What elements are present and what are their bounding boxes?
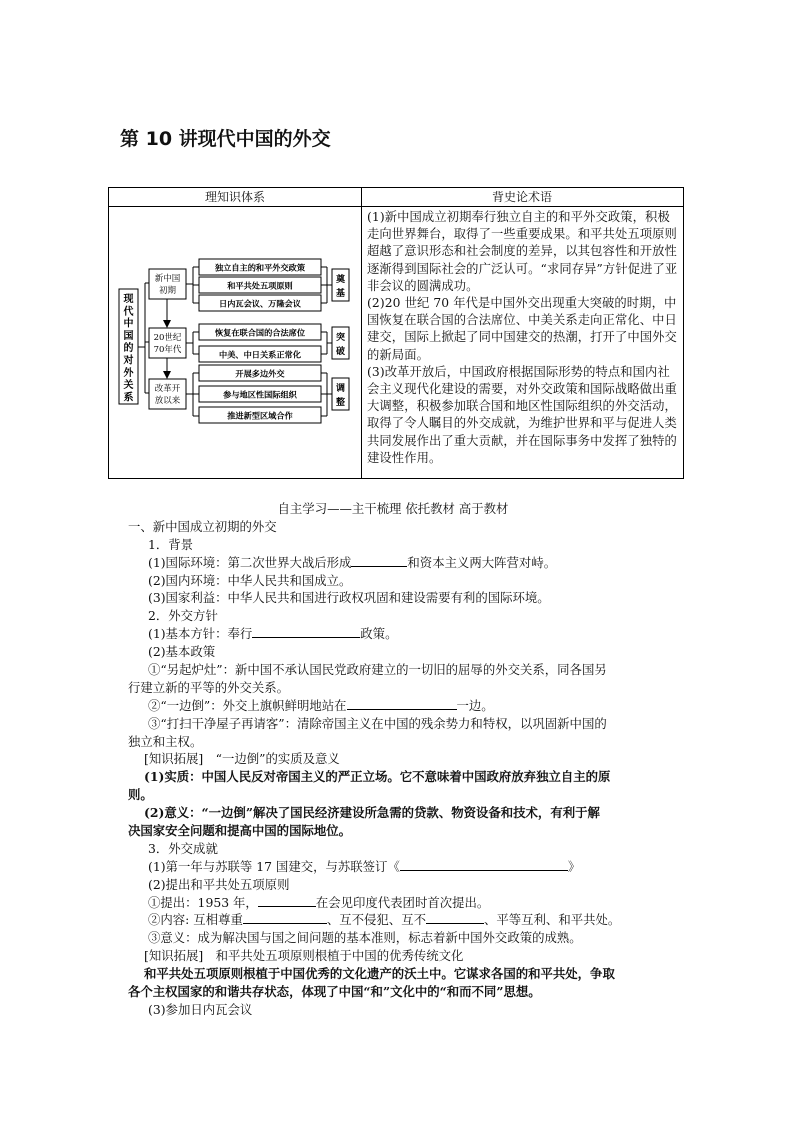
arrow-head-1-2 — [163, 320, 171, 328]
principles-proposed: ①提出：1953 年， 在会见印度代表团时首次提出。 — [148, 894, 490, 910]
right-header: 背史论术语 — [491, 190, 552, 204]
root-char: 外 — [123, 367, 134, 379]
achievement-principles: (2)提出和平共处五项原则 — [148, 876, 290, 892]
item-label: 开展多边外交 — [235, 368, 285, 379]
period-label-line-1: 改革开 — [154, 384, 181, 394]
tag-char: 基 — [335, 289, 346, 299]
item-labels — [214, 263, 306, 421]
extension-2-title: [知识拓展] 和平共处五项原则根植于中国的优秀传统文化 — [144, 948, 464, 964]
item-label: 日内瓦会议、万隆会议 — [219, 298, 301, 309]
bracket-1 — [186, 267, 199, 303]
policy-item-2: ②“一边倒”：外交上旗帜鲜明地站在 一边。 — [148, 697, 494, 713]
arrow-head-2-3 — [163, 371, 171, 379]
left-header: 理知识体系 — [204, 190, 265, 204]
tag-char: 调 — [335, 384, 346, 394]
tag-char: 突 — [335, 333, 346, 343]
extension-2-text-cont: 各个主权国家的和谐共存状态，体现了中国“和”文化中的“和而不同”思想。 — [128, 984, 541, 1000]
item-label: 推进新型区域合作 — [227, 410, 293, 421]
extension-1-b-cont: 决国家安全问题和提高中国的国际地位。 — [128, 823, 352, 839]
tag-brackets — [321, 267, 332, 416]
heading-s1: 一、新中国成立初期的外交 — [128, 518, 277, 534]
section-heading: 自主学习——主干梳理 依托教材 高于教材 — [277, 501, 509, 516]
fill-blank[interactable] — [351, 554, 407, 567]
page-title: 第 10 讲现代中国的外交 — [120, 128, 331, 150]
heading-background: 1．背景 — [148, 536, 194, 552]
root-char: 中 — [123, 318, 134, 330]
tag-bracket-3 — [321, 373, 332, 416]
period-label-line-2: 初期 — [158, 286, 177, 296]
knowledge-table — [108, 187, 684, 479]
period-label-line-2: 70年代 — [153, 345, 182, 355]
background-domestic: (2)国内环境：中华人民共和国成立。 — [148, 572, 352, 588]
extension-1-b: (2)意义：“一边倒”解决了国民经济建设所急需的贷款、物资设备和技术，有利于解 — [144, 805, 600, 821]
heading-policy: 2．外交方针 — [148, 608, 218, 624]
policy-item-3: ③“打扫干净屋子再请客”：清除帝国主义在中国的残余势力和特权，以巩固新中国的 — [148, 715, 607, 731]
fill-blank[interactable] — [426, 911, 484, 924]
root-char: 关 — [123, 380, 134, 392]
period-labels — [154, 273, 182, 406]
period-label-line-2: 放以来 — [154, 396, 181, 406]
root-char: 系 — [123, 392, 134, 404]
term-paragraph-3: (3)改革开放后，中国政府根据国际形势的特点和国内社会主义现代化建设的需要，对外交政策和国际战略做出重大调整，积极参加联合国和地区性国际组织的外交活动，取得了令人瞩目的外交成就，为维护世界和平与促进人类共同发展作出了重大贡献，并在国际事务中发挥了独特的建设性作用。 — [367, 364, 677, 465]
item-label: 恢复在联合国的合法席位 — [214, 327, 306, 338]
item-label: 和平共处五项原则 — [227, 280, 293, 291]
extension-1-a-cont: 则。 — [128, 787, 153, 803]
tag-char: 破 — [335, 347, 346, 357]
period-label-line-1: 新中国 — [154, 274, 181, 284]
principles-content: ②内容: 互相尊重 、互不侵犯、互不 、平等互利、和平共处。 — [148, 912, 621, 928]
bracket-3 — [186, 373, 199, 416]
background-national: (3)国家利益：中华人民共和国进行政权巩固和建设需要有利的国际环境。 — [148, 590, 550, 606]
item-brackets — [186, 267, 199, 416]
tag-char: 整 — [335, 398, 346, 408]
policy-list-heading: (2)基本政策 — [148, 644, 216, 660]
root-text — [123, 293, 135, 403]
root-char: 国 — [123, 330, 134, 342]
item-label: 独立自主的和平外交政策 — [214, 262, 306, 273]
root-char: 代 — [123, 306, 134, 318]
period-label-line-1: 20世纪 — [153, 333, 182, 343]
fill-blank[interactable] — [347, 697, 457, 710]
tag-labels — [335, 273, 345, 408]
fill-blank[interactable] — [258, 894, 316, 907]
achievement-treaty: (1)第一年与苏联等 17 国建交，与苏联签订《 》 — [148, 858, 581, 874]
extension-2-text: 和平共处五项原则根植于中国优秀的文化遗产的沃土中。它谋求各国的和平共处，争取 — [144, 966, 615, 982]
item-label: 中美、中日关系正常化 — [219, 349, 301, 360]
extension-1-title: [知识拓展] “一边倒”的实质及意义 — [144, 751, 340, 767]
principles-significance: ③意义：成为解决国与国之间问题的基本准则，标志着新中国外交政策的成熟。 — [148, 930, 582, 946]
policy-item-3-cont: 独立和主权。 — [128, 733, 203, 749]
extension-1-a: (1)实质：中国人民反对帝国主义的严正立场。它不意味着中国政府放弃独立自主的原 — [144, 769, 611, 785]
bracket-2 — [186, 332, 199, 354]
study-section — [128, 500, 698, 1019]
fill-blank[interactable] — [400, 858, 568, 871]
terms-panel — [367, 209, 679, 467]
tag-bracket-2 — [321, 332, 332, 354]
heading-achievements: 3．外交成就 — [148, 840, 218, 856]
tag-bracket-1 — [321, 267, 332, 303]
policy-basic: (1)基本方针：奉行 政策。 — [148, 626, 398, 642]
policy-item-1-cont: 行建立新的平等的外交关系。 — [128, 679, 290, 695]
item-label: 参与地区性国际组织 — [223, 389, 297, 400]
term-paragraph-1: (1)新中国成立初期奉行独立自主的和平外交政策，积极走向世界舞台，取得了一些重要成果。和平共处五项原则超越了意识形态和社会制度的差异，以其包容性和开放性逐渐得到国际社会的广泛认可。“求同存异”方针促进了亚非会议的圆满成功。 — [367, 210, 678, 293]
term-paragraph-2: (2)20 世纪 70 年代是中国外交出现重大突破的时期，中国恢复在联合国的合法席位、中美关系走向正常化、中日建交，国际上掀起了同中国建交的热潮，打开了中国外交的新局面。 — [367, 296, 677, 362]
fill-blank[interactable] — [243, 911, 327, 924]
knowledge-diagram — [109, 207, 361, 479]
fill-blank[interactable] — [252, 625, 360, 638]
policy-item-1: ①“另起炉灶”：新中国不承认国民党政府建立的一切旧的屈辱的外交关系，同各国另 — [148, 662, 607, 678]
column-divider — [361, 188, 362, 478]
background-intl: (1)国际环境：第二次世界大战后形成 和资本主义两大阵营对峙。 — [148, 554, 557, 570]
tag-char: 奠 — [335, 275, 346, 285]
root-char: 的 — [123, 343, 134, 355]
root-char: 对 — [123, 355, 134, 367]
achievement-geneva: (3)参加日内瓦会议 — [148, 1001, 253, 1017]
root-char: 现 — [123, 294, 134, 305]
